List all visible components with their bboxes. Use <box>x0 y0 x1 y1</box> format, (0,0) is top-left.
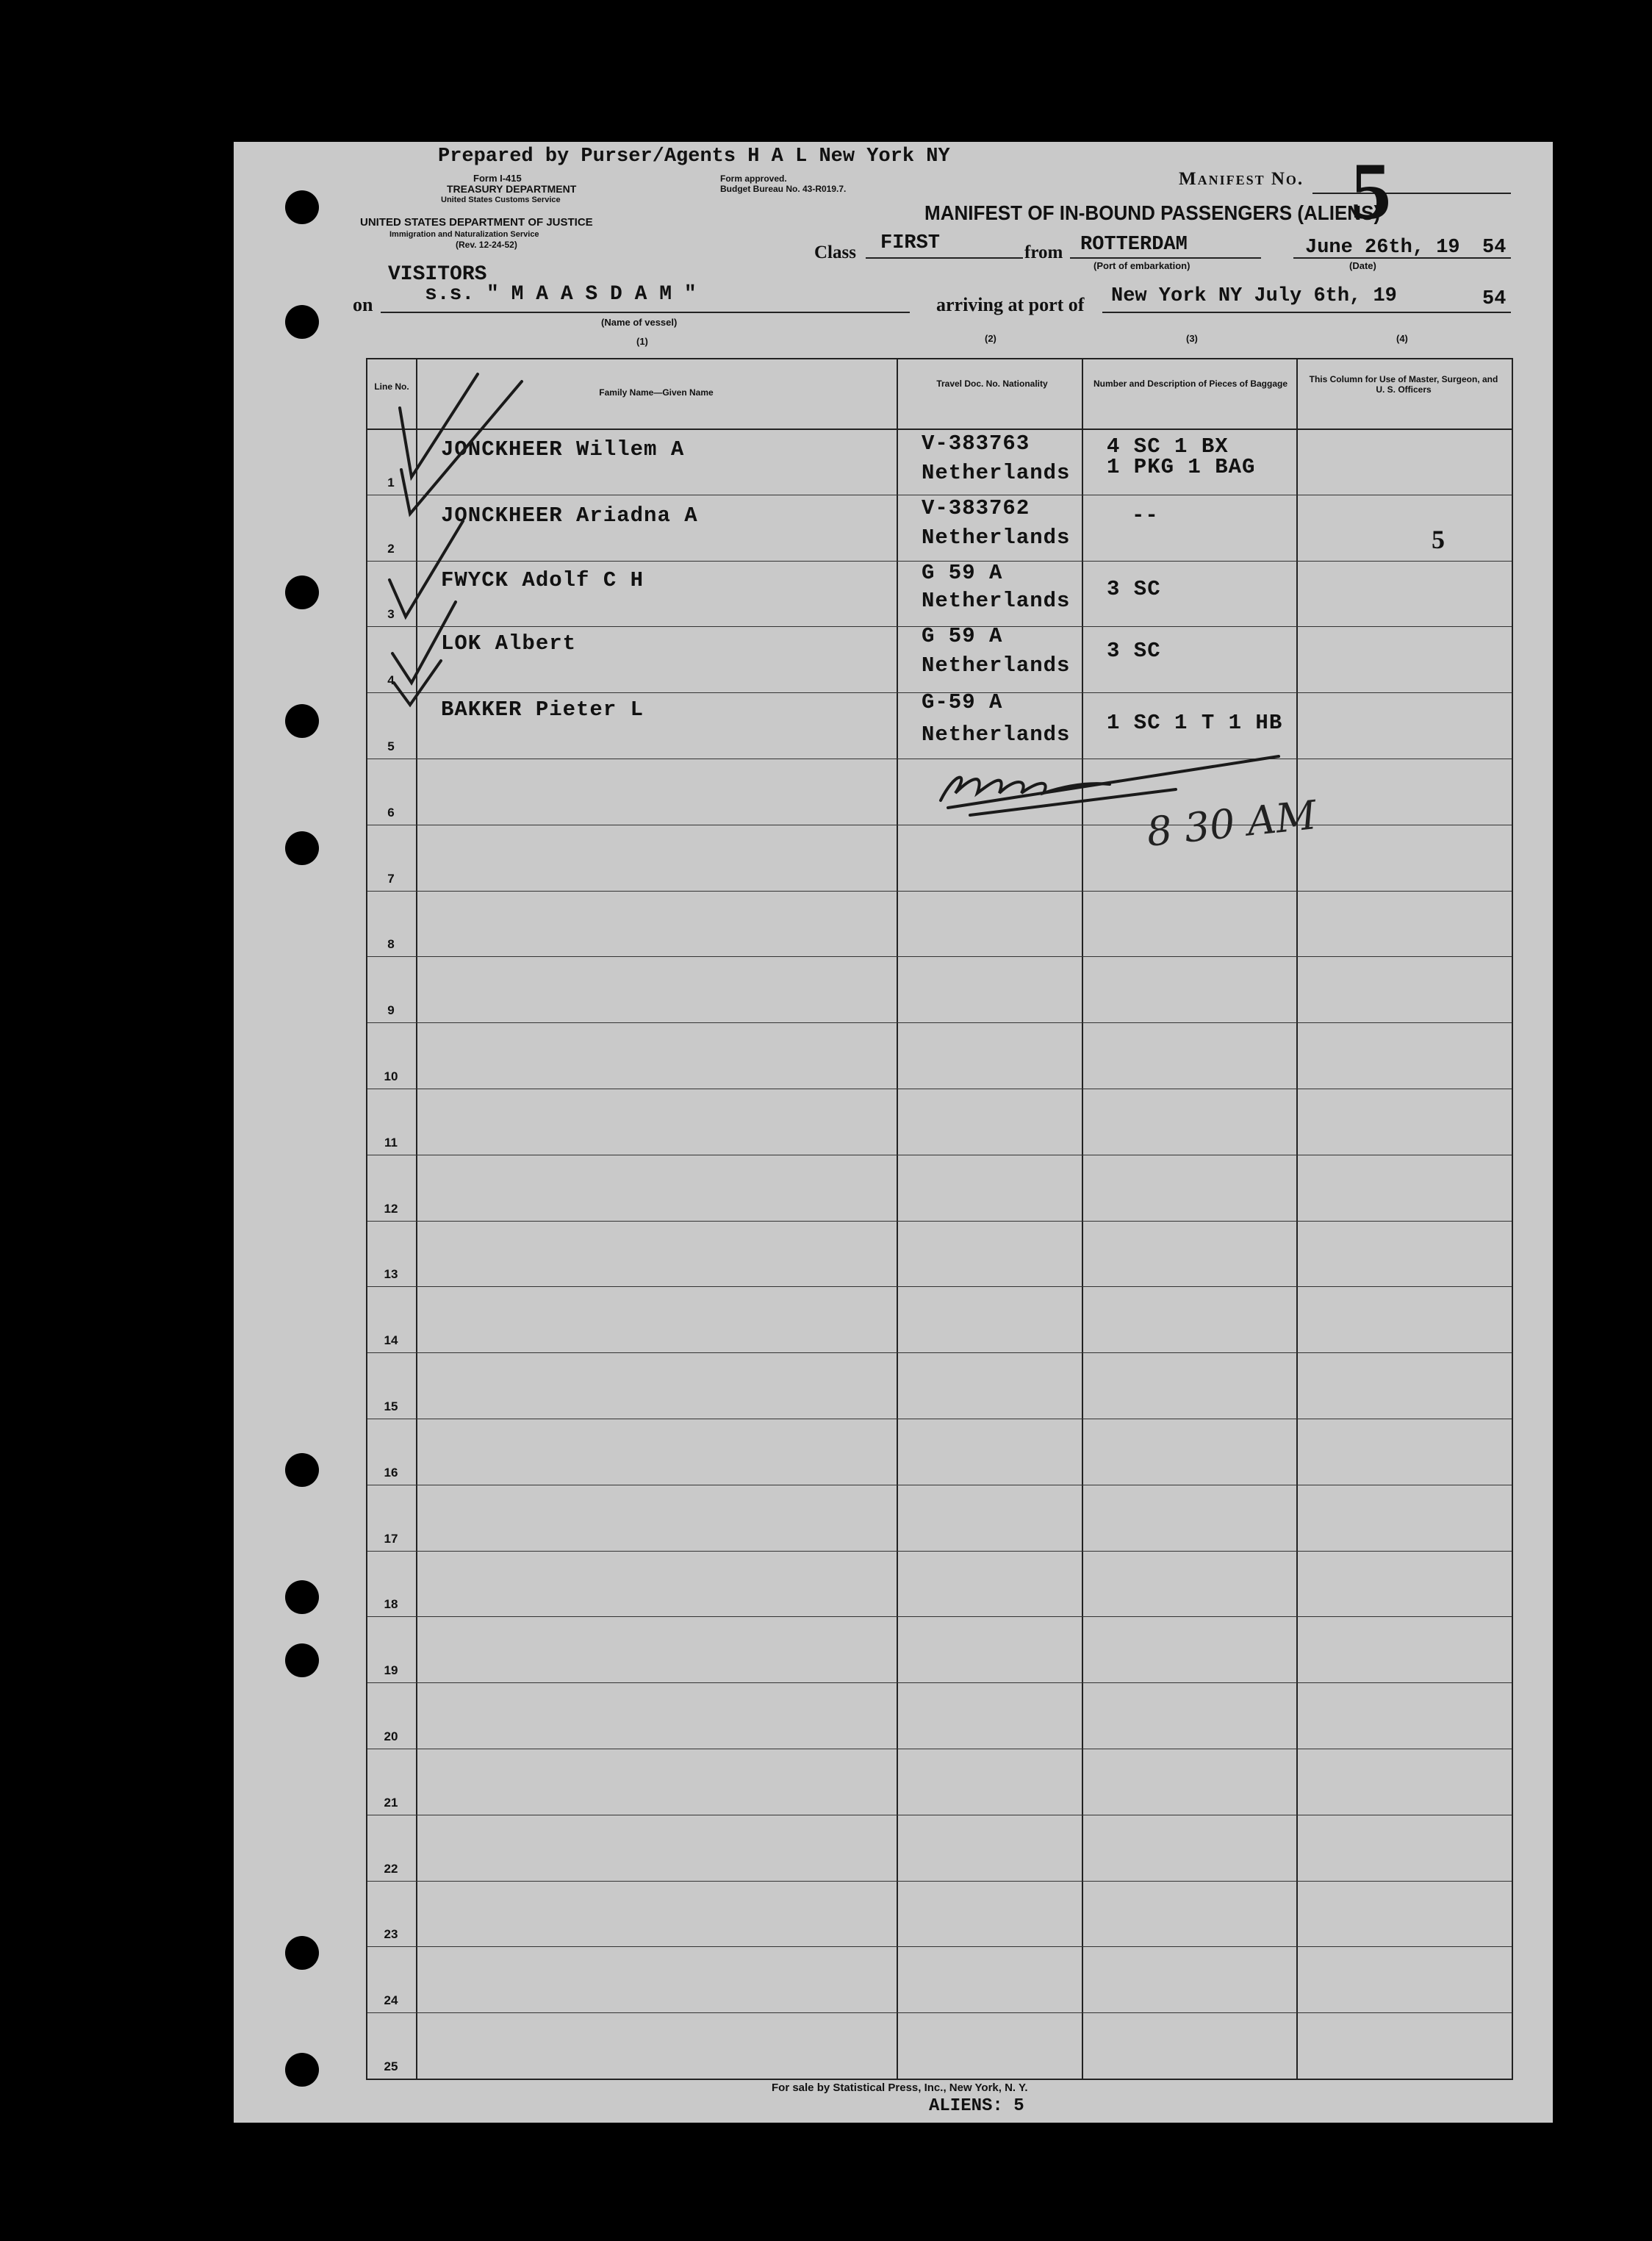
class-value: FIRST <box>880 232 941 254</box>
form-number: Form I-415 <box>473 173 522 184</box>
row-divider <box>367 1682 1512 1683</box>
row-divider <box>367 891 1512 892</box>
baggage: 1 PKG 1 BAG <box>1107 455 1256 479</box>
vessel-name: s.s. " M A A S D A M " <box>425 283 697 306</box>
header-line-no: Line No. <box>374 381 409 392</box>
vessel-caption: (Name of vessel) <box>601 317 678 328</box>
row-divider <box>367 1022 1512 1023</box>
row-divider <box>367 956 1512 957</box>
line-number: 14 <box>384 1333 398 1348</box>
nationality: Netherlands <box>922 589 1071 613</box>
manifest-no-value: 5 <box>1351 146 1391 236</box>
passenger-name: JONCKHEER Willem A <box>441 437 685 462</box>
justice-dept: UNITED STATES DEPARTMENT OF JUSTICE <box>360 216 593 229</box>
baggage: -- <box>1132 503 1159 528</box>
line-number: 15 <box>384 1399 398 1413</box>
sailing-year: 54 <box>1482 237 1506 259</box>
binder-hole <box>285 831 319 865</box>
line-number: 20 <box>384 1729 398 1743</box>
travel-doc-no: G 59 A <box>922 624 1003 648</box>
row-divider <box>367 1551 1512 1552</box>
line-number: 11 <box>384 1135 398 1150</box>
arrival-year: 54 <box>1482 288 1506 310</box>
binder-hole <box>285 1643 319 1677</box>
arrival-port-date: New York NY July 6th, 19 <box>1111 285 1397 307</box>
nationality: Netherlands <box>922 653 1071 678</box>
binder-hole <box>285 1936 319 1970</box>
customs-service: United States Customs Service <box>441 196 561 204</box>
sailing-date: June 26th, 19 <box>1305 237 1460 259</box>
nationality: Netherlands <box>922 526 1071 550</box>
passenger-name: BAKKER Pieter L <box>441 698 644 722</box>
row-divider <box>367 1616 1512 1617</box>
binder-hole <box>285 190 319 224</box>
manifest-no-label: Manifest No. <box>1179 169 1304 189</box>
binder-hole <box>285 704 319 738</box>
handwritten-time: 8 30 AM <box>1144 792 1319 856</box>
row-divider <box>367 1881 1512 1882</box>
binder-hole <box>285 1580 319 1614</box>
from-label: from <box>1024 243 1063 262</box>
line-number: 17 <box>384 1531 398 1546</box>
line-number: 25 <box>384 2059 398 2073</box>
line-number: 16 <box>384 1465 398 1480</box>
officer-mark: 5 <box>1432 525 1445 554</box>
passenger-name: LOK Albert <box>441 631 577 656</box>
printer-credit: For sale by Statistical Press, Inc., New York, N. Y. <box>772 2082 1028 2094</box>
binder-hole <box>285 305 319 339</box>
line-number: 10 <box>384 1069 398 1083</box>
visitors-label: VISITORS <box>388 263 487 286</box>
check-mark <box>392 602 456 683</box>
aliens-total: ALIENS: 5 <box>929 2096 1024 2116</box>
line-number: 8 <box>387 937 395 952</box>
nationality: Netherlands <box>922 723 1071 747</box>
line-number: 13 <box>384 1267 398 1282</box>
on-label: on <box>353 294 373 315</box>
row-divider <box>367 1221 1512 1222</box>
line-number: 6 <box>387 805 395 820</box>
form-approved: Form approved. <box>720 173 787 184</box>
baggage: 3 SC <box>1107 577 1161 601</box>
baggage: 3 SC <box>1107 639 1161 663</box>
passenger-name: FWYCK Adolf C H <box>441 568 644 592</box>
line-number: 24 <box>384 1993 398 2008</box>
travel-doc-no: G-59 A <box>922 690 1003 714</box>
form-revision: (Rev. 12-24-52) <box>456 240 517 250</box>
column-number-1: (1) <box>636 336 648 347</box>
budget-bureau: Budget Bureau No. 43-R019.7. <box>720 184 847 194</box>
port-embark-caption: (Port of embarkation) <box>1093 260 1190 271</box>
travel-doc-no: V-383762 <box>922 496 1030 520</box>
header-officers: This Column for Use of Master, Surgeon, and U. S. Officers <box>1309 374 1498 395</box>
nationality: Netherlands <box>922 461 1071 485</box>
header-name: Family Name—Given Name <box>599 387 714 398</box>
header-travel-doc: Travel Doc. No. Nationality <box>936 379 1048 389</box>
row-divider <box>367 2012 1512 2013</box>
prepared-by: Prepared by Purser/Agents H A L New York NY <box>438 146 950 168</box>
class-label: Class <box>814 243 856 262</box>
line-number: 2 <box>387 541 395 556</box>
binder-hole <box>285 1453 319 1487</box>
line-number: 22 <box>384 1861 398 1876</box>
arriving-label: arriving at port of <box>936 294 1085 315</box>
from-value: ROTTERDAM <box>1080 234 1188 256</box>
column-number-2: (2) <box>985 333 996 344</box>
line-number: 23 <box>384 1927 398 1942</box>
row-divider <box>367 1946 1512 1947</box>
line-number: 3 <box>387 607 395 622</box>
passenger-table <box>366 358 1513 2080</box>
ins-service: Immigration and Naturalization Service <box>389 230 539 239</box>
line-number: 12 <box>384 1201 398 1216</box>
baggage: 1 SC 1 T 1 HB <box>1107 711 1283 735</box>
manifest-title: MANIFEST OF IN-BOUND PASSENGERS (ALIENS) <box>924 201 1381 224</box>
line-number: 19 <box>384 1663 398 1678</box>
line-number: 1 <box>387 475 395 490</box>
baggage: 4 SC 1 BX <box>1107 434 1229 459</box>
line-number: 5 <box>387 739 395 753</box>
travel-doc-no: G 59 A <box>922 561 1003 585</box>
row-divider <box>367 1286 1512 1287</box>
check-mark <box>400 374 478 477</box>
date-caption: (Date) <box>1349 260 1376 271</box>
binder-hole <box>285 576 319 609</box>
travel-doc-no: V-383763 <box>922 431 1030 456</box>
line-number: 21 <box>384 1795 398 1810</box>
line-number: 9 <box>387 1003 395 1018</box>
line-number: 4 <box>387 673 395 688</box>
binder-hole <box>285 2053 319 2087</box>
column-number-4: (4) <box>1396 333 1408 344</box>
check-marks <box>367 359 1512 800</box>
treasury-dept: TREASURY DEPARTMENT <box>447 183 577 195</box>
row-divider <box>367 1352 1512 1353</box>
column-number-3: (3) <box>1186 333 1198 344</box>
check-mark <box>389 521 463 617</box>
line-number: 18 <box>384 1597 398 1612</box>
header-baggage: Number and Description of Pieces of Baggage <box>1093 379 1288 389</box>
line-number: 7 <box>387 871 395 886</box>
passenger-name: JONCKHEER Ariadna A <box>441 503 698 528</box>
